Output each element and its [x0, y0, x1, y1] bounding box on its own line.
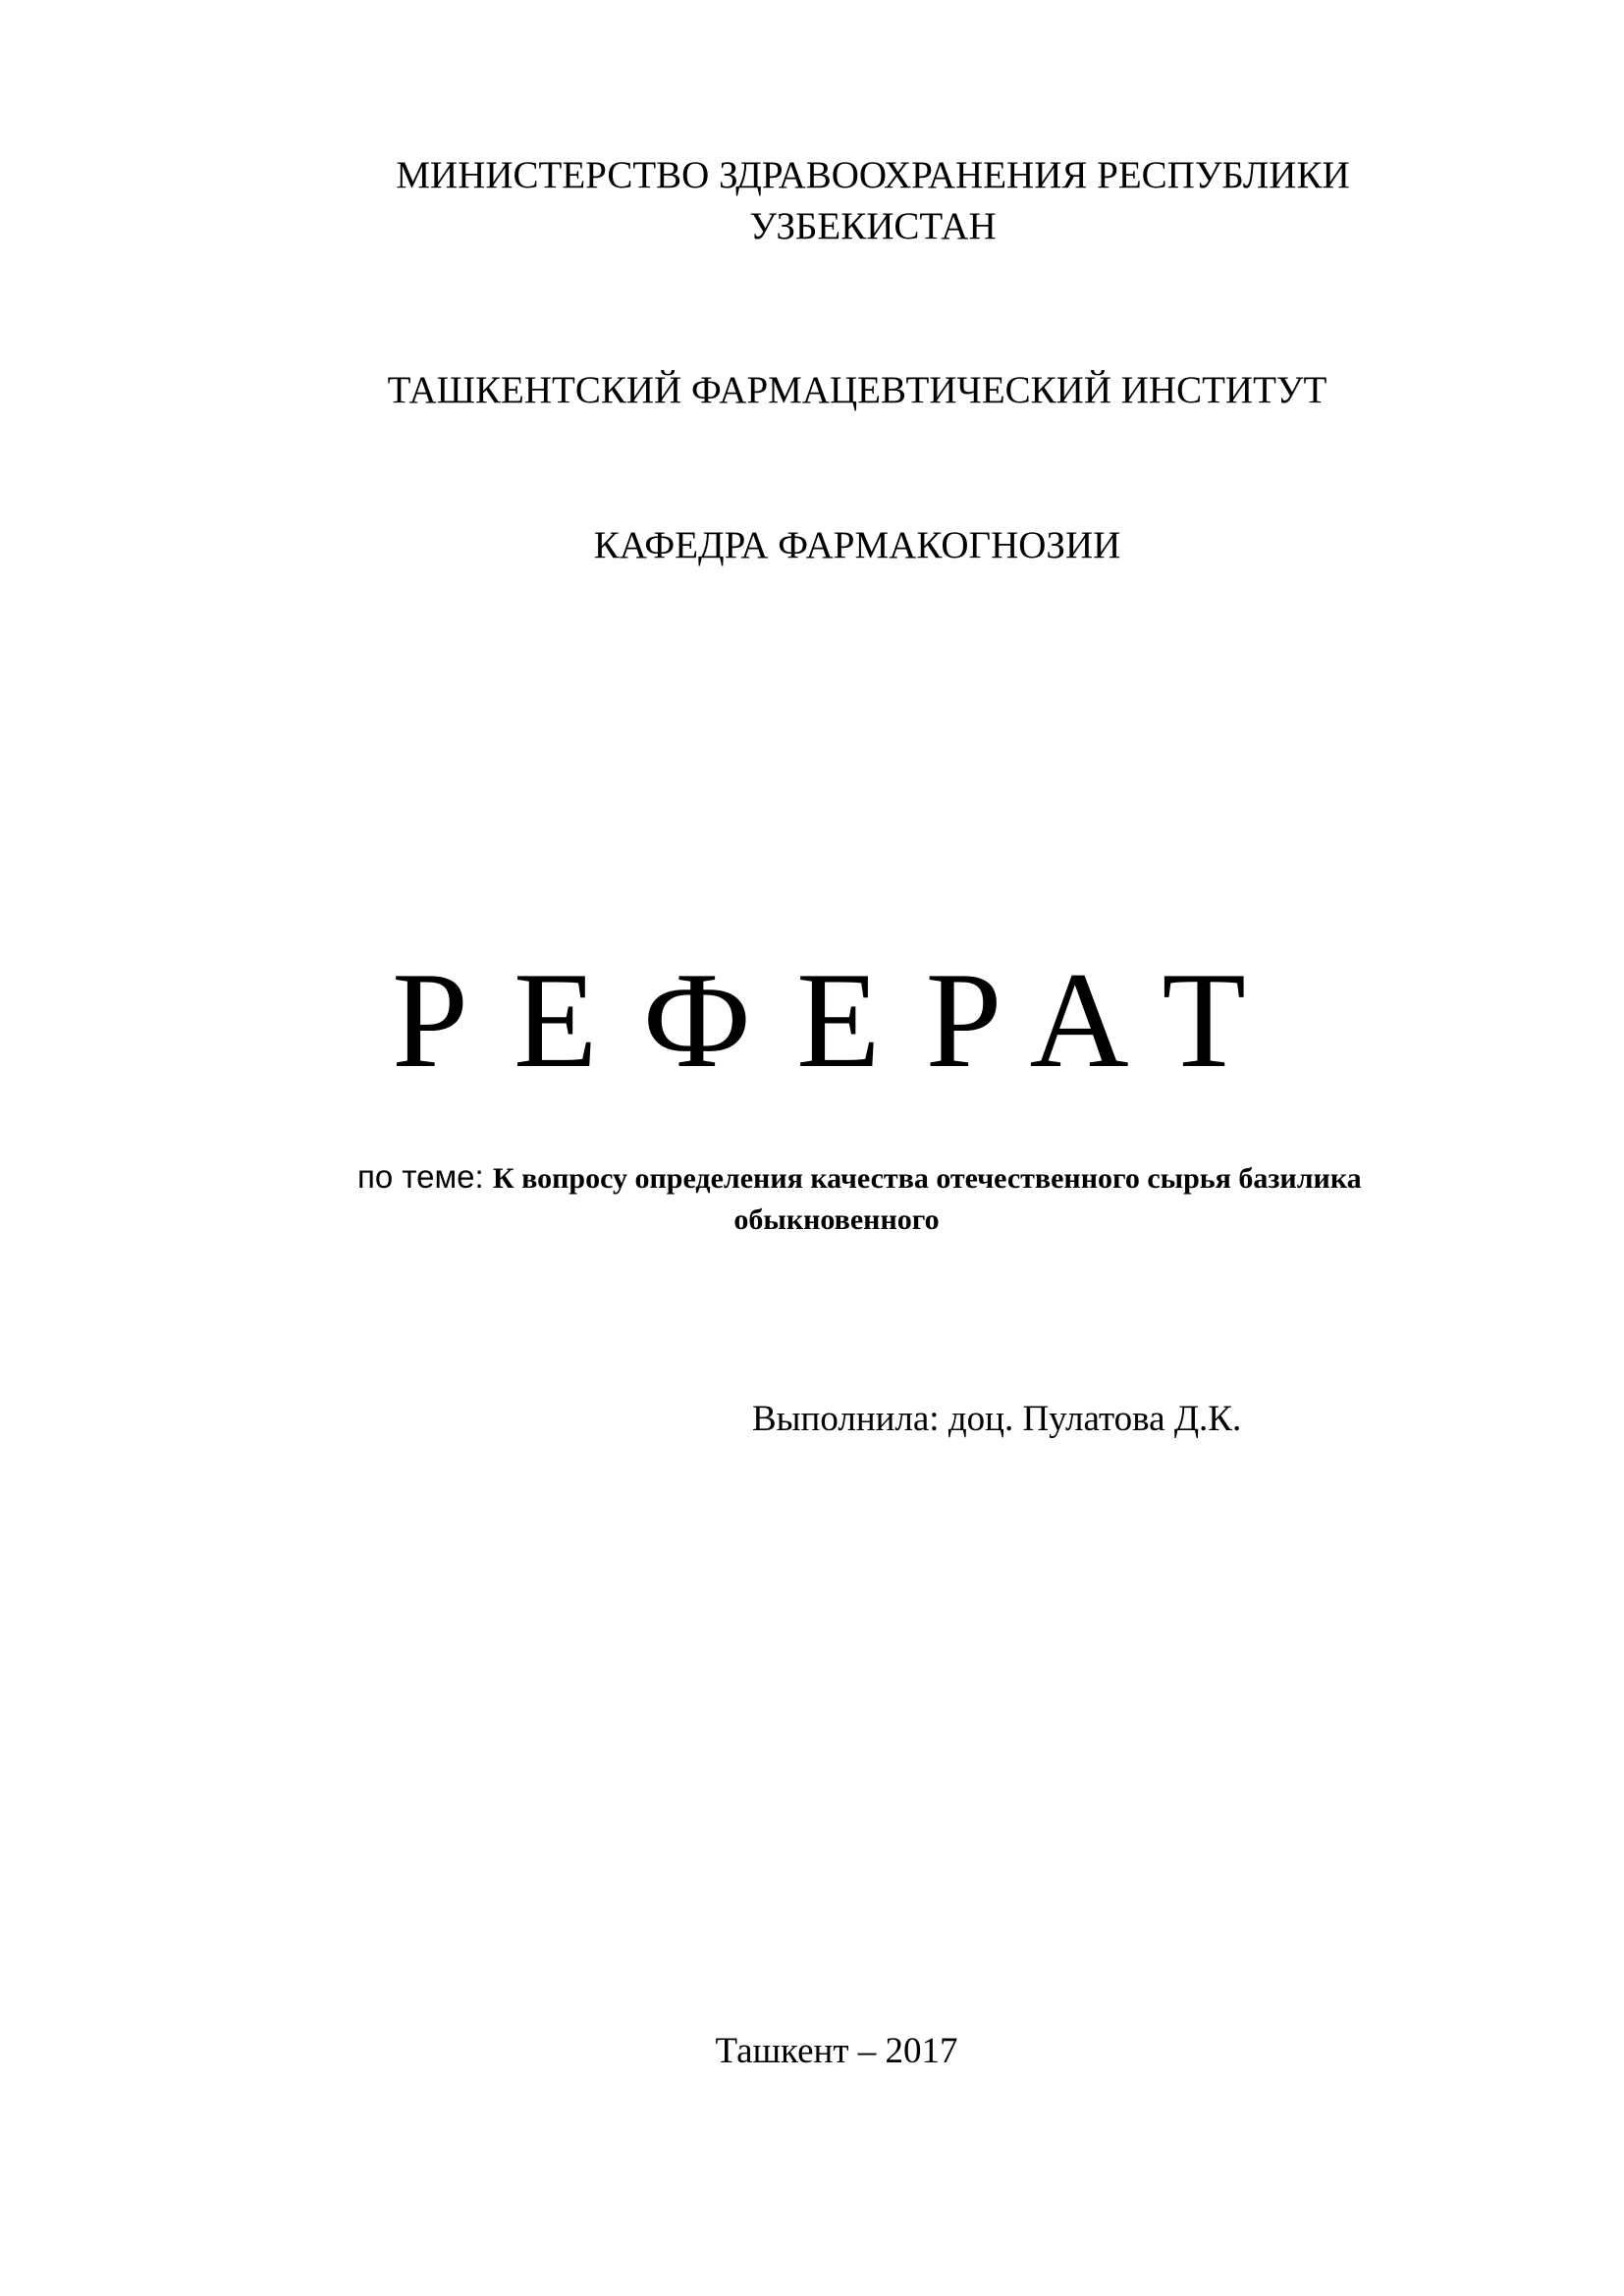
topic-prefix: по теме:	[357, 1158, 493, 1195]
topic-text-line1: К вопросу определения качества отечественного сырья базилика	[492, 1162, 1362, 1195]
ministry-name-line1: МИНИСТЕРСТВО ЗДРАВООХРАНЕНИЯ РЕСПУБЛИКИ	[396, 154, 1350, 196]
author-line: Выполнила: доц. Пулатова Д.К.	[752, 1399, 1242, 1439]
document-title: РЕФЕРАТ	[392, 944, 1291, 1096]
institute-name: ТАШКЕНТСКИЙ ФАРМАЦЕВТИЧЕСКИЙ ИНСТИТУТ	[387, 369, 1327, 411]
topic-text-line2: обыкновенного	[733, 1203, 940, 1236]
ministry-name-line2: УЗБЕКИСТАН	[749, 205, 997, 247]
city-year: Ташкент – 2017	[715, 2031, 958, 2071]
department-name: КАФЕДРА ФАРМАКОГНОЗИИ	[593, 524, 1121, 566]
